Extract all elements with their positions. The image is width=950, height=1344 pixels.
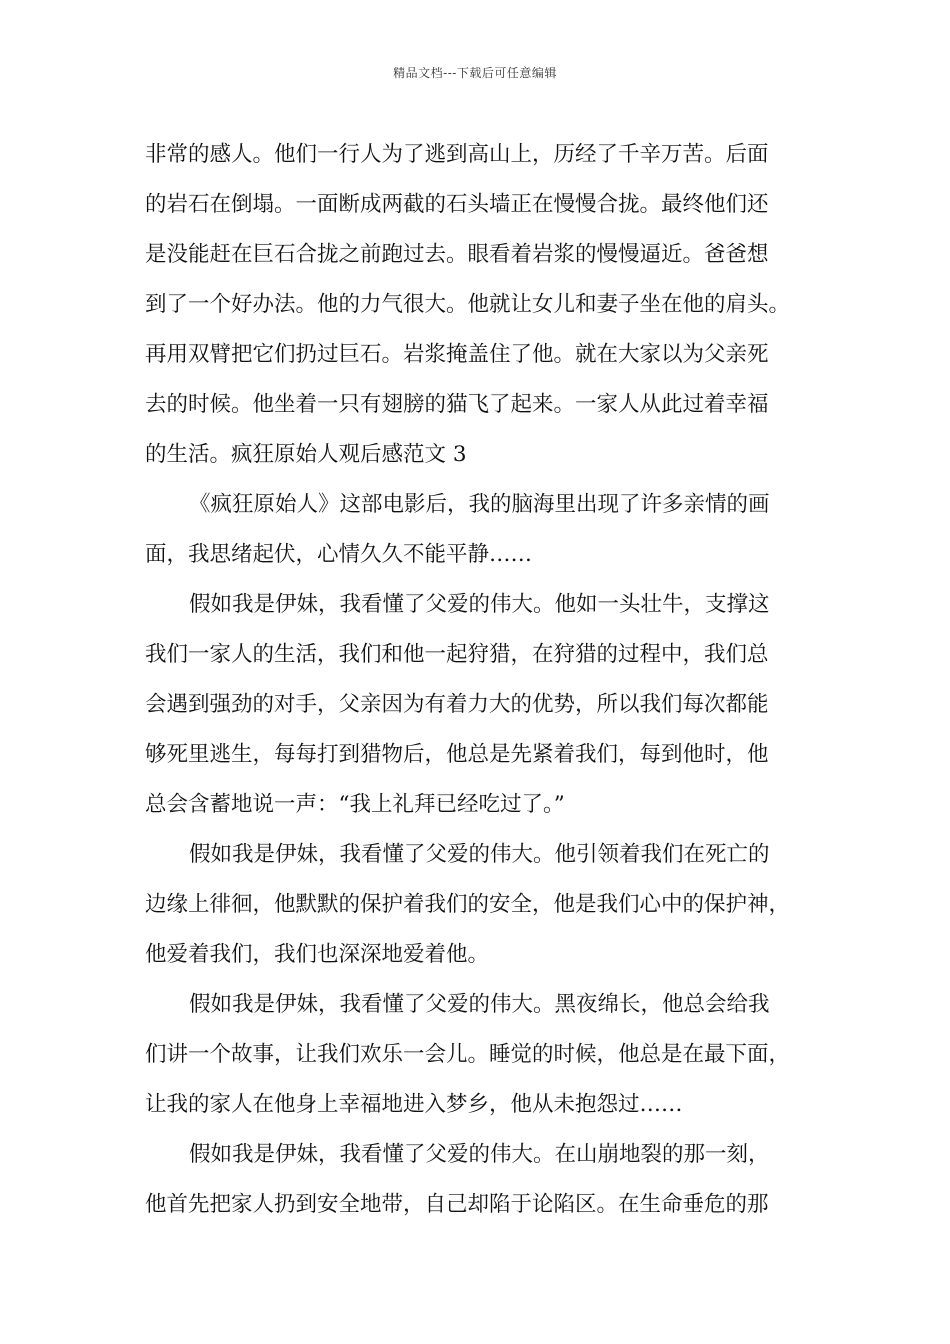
paragraph-start-line: 假如我是伊妹，我看懂了父爱的伟大。在山崩地裂的那一刻， [189, 1142, 770, 1167]
text-line: 是没能赶在巨石合拢之前跑过去。眼看着岩浆的慢慢逼近。爸爸想 [145, 242, 769, 267]
text-line: 再用双臂把它们扔过巨石。岩浆掩盖住了他。就在大家以为父亲死 [145, 342, 769, 367]
text-line: 他首先把家人扔到安全地带，自己却陷于论陷区。在生命垂危的那 [145, 1192, 769, 1217]
text-line: 去的时候。他坐着一只有翅膀的猫飞了起来。一家人从此过着幸福 [145, 392, 769, 417]
paragraph-start-line: 假如我是伊妹，我看懂了父爱的伟大。他引领着我们在死亡的 [189, 842, 770, 867]
text-line: 的岩石在倒塌。一面断成两截的石头墙正在慢慢合拢。最终他们还 [145, 192, 769, 217]
text-line: 够死里逃生，每每打到猎物后，他总是先紧着我们，每到他时，他 [145, 742, 769, 767]
text-line: 面，我思绪起伏，心情久久不能平静…… [145, 542, 533, 567]
document-body [145, 130, 825, 1230]
paragraph-start-line: 假如我是伊妹，我看懂了父爱的伟大。他如一头壮牛，支撑这 [189, 592, 770, 617]
text-line: 非常的感人。他们一行人为了逃到高山上，历经了千辛万苦。后面 [145, 142, 769, 167]
text-line: 到了一个好办法。他的力气很大。他就让女儿和妻子坐在他的肩头。 [145, 292, 791, 317]
text-line: 总会含蓄地说一声：“我上礼拜已经吃过了。” [145, 792, 565, 817]
text-line: 他爱着我们，我们也深深地爱着他。 [145, 942, 490, 967]
text-line: 的生活。疯狂原始人观后感范文 3 [145, 442, 467, 467]
paragraph-start-line: 《疯狂原始人》这部电影后，我的脑海里出现了许多亲情的画 [189, 492, 770, 517]
text-line: 我们一家人的生活，我们和他一起狩猎，在狩猎的过程中，我们总 [145, 642, 769, 667]
paragraph-start-line: 假如我是伊妹，我看懂了父爱的伟大。黑夜绵长，他总会给我 [189, 992, 770, 1017]
text-line: 边缘上徘徊，他默默的保护着我们的安全，他是我们心中的保护神， [145, 892, 791, 917]
text-line: 会遇到强劲的对手，父亲因为有着力大的优势，所以我们每次都能 [145, 692, 769, 717]
text-line: 们讲一个故事，让我们欢乐一会儿。睡觉的时候，他总是在最下面， [145, 1042, 791, 1067]
text-line: 让我的家人在他身上幸福地进入梦乡，他从未抱怨过…… [145, 1092, 683, 1117]
page-header: 精品文档---下载后可任意编辑 [393, 66, 557, 80]
